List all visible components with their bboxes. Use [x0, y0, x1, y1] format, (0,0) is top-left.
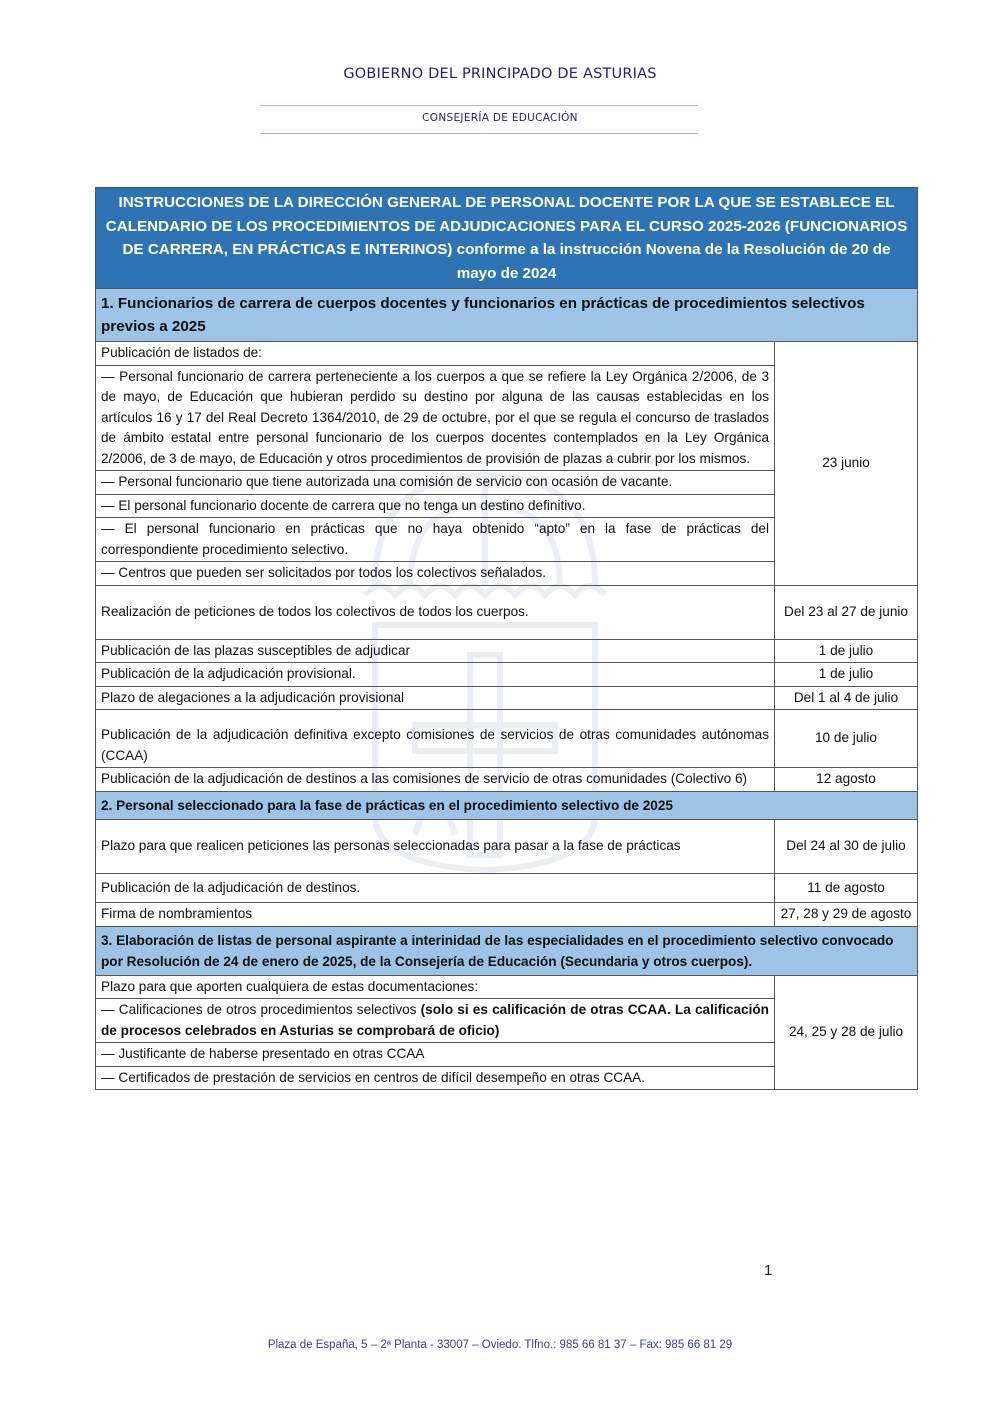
row-date: Del 1 al 4 de julio [775, 686, 918, 710]
row-description: Publicación de la adjudicación provisional. [96, 663, 775, 687]
listing-item: — Centros que pueden ser solicitados por todos los colectivos señalados. [96, 562, 775, 586]
section-2-heading: 2. Personal seleccionado para la fase de prácticas en el procedimiento selectivo de 2025 [96, 791, 918, 819]
row-date: 11 de agosto [775, 873, 918, 903]
listing-date: 23 junio [775, 342, 918, 586]
listing-item: — Justificante de haberse presentado en otras CCAA [96, 1043, 775, 1067]
listing-item [96, 999, 775, 1043]
table-row [96, 639, 918, 663]
footer-address: Plaza de España, 5 – 2ª Planta - 33007 – Oviedo. Tlfno.: 985 66 81 37 – Fax: 985 66 81 29 [267, 1339, 733, 1351]
row-date: 10 de julio [775, 710, 918, 768]
listing-item-note: (solo si es calificación de otras CCAA. La calificación de procesos celebrados en Asturias se comprobará de oficio) [101, 1002, 769, 1038]
listing-item-text: — Calificaciones de otros procedimientos selectivos [101, 1002, 421, 1017]
table-row [96, 903, 918, 927]
section-1-heading: 1. Funcionarios de carrera de cuerpos docentes y funcionarios en prácticas de procedimientos selectivos previos a 2025 [96, 289, 918, 342]
calendar-table [95, 187, 918, 1090]
row-description: Publicación de las plazas susceptibles de adjudicar [96, 639, 775, 663]
row-description: Realización de peticiones de todos los colectivos de todos los cuerpos. [96, 585, 775, 639]
row-date: 12 agosto [775, 768, 918, 792]
government-name: GOBIERNO DEL PRINCIPADO DE ASTURIAS [343, 66, 657, 82]
row-description: Plazo de alegaciones a la adjudicación provisional [96, 686, 775, 710]
table-row [96, 585, 918, 639]
listing-date: 24, 25 y 28 de julio [775, 975, 918, 1090]
row-date: 1 de julio [775, 639, 918, 663]
table-row [96, 768, 918, 792]
listing-intro: Plazo para que aporten cualquiera de estas documentaciones: [96, 975, 775, 999]
table-row [96, 819, 918, 873]
table-row [96, 710, 918, 768]
row-date: 27, 28 y 29 de agosto [775, 903, 918, 927]
listing-item: — El personal funcionario en prácticas que no haya obtenido “apto” en la fase de prácticas del correspondiente procedimiento selectivo. [96, 518, 775, 562]
row-date: 1 de julio [775, 663, 918, 687]
row-description: Plazo para que realicen peticiones las personas seleccionadas para pasar a la fase de prácticas [96, 819, 775, 873]
table-row [96, 873, 918, 903]
listing-item: — Certificados de prestación de servicios en centros de difícil desempeño en otras CCAA. [96, 1066, 775, 1090]
listing-item: — Personal funcionario de carrera perteneciente a los cuerpos a que se refiere la Ley Orgánica 2/2006, de 3 de mayo, de Educación que hubieran perdido su destino por alguna de las causas establecidas en los artículos 16 y 17 del Real Decreto 1364/2010, de 29 de octubre, por el que se regula el concurso de traslados de ámbito estatal entre personal funcionario de los cuerpos docentes contemplados en la Ley Orgánica 2/2006, de 3 de mayo, de Educación y otros procedimientos de provisión de plazas a cubrir por los mismos. [96, 365, 775, 471]
table-row [96, 975, 918, 999]
section-3-heading: 3. Elaboración de listas de personal aspirante a interinidad de las especialidades en el procedimiento selectivo convocado por Resolución de 24 de enero de 2025, de la Consejería de Educación (Secundaria y otros cuerpos). [96, 926, 918, 975]
row-description: Publicación de la adjudicación definitiva excepto comisiones de servicios de otras comunidades autónomas (CCAA) [96, 710, 775, 768]
listing-item: — El personal funcionario docente de carrera que no tenga un destino definitivo. [96, 494, 775, 518]
row-date: Del 23 al 27 de junio [775, 585, 918, 639]
header-divider-top [260, 105, 698, 106]
listing-item: — Personal funcionario que tiene autorizada una comisión de servicio con ocasión de vacante. [96, 471, 775, 495]
row-date: Del 24 al 30 de julio [775, 819, 918, 873]
header-divider-bottom [260, 133, 698, 134]
department-name: CONSEJERÍA DE EDUCACIÓN [422, 112, 578, 124]
row-description: Publicación de la adjudicación de destinos a las comisiones de servicio de otras comunidades (Colectivo 6) [96, 768, 775, 792]
row-description: Firma de nombramientos [96, 903, 775, 927]
table-row [96, 342, 918, 366]
row-description: Publicación de la adjudicación de destinos. [96, 873, 775, 903]
table-row [96, 663, 918, 687]
page-number: 1 [764, 1262, 773, 1279]
table-row [96, 686, 918, 710]
document-title: INSTRUCCIONES DE LA DIRECCIÓN GENERAL DE PERSONAL DOCENTE POR LA QUE SE ESTABLECE EL CALENDARIO DE LOS PROCEDIMIENTOS DE ADJUDICACIONES PARA EL CURSO 2025-2026 (FUNCIONARIOS DE CARRERA, EN PRÁCTICAS E INTERINOS) conforme a la instrucción Novena de la Resolución de 20 de mayo de 2024 [96, 188, 918, 289]
listing-intro: Publicación de listados de: [96, 342, 775, 366]
